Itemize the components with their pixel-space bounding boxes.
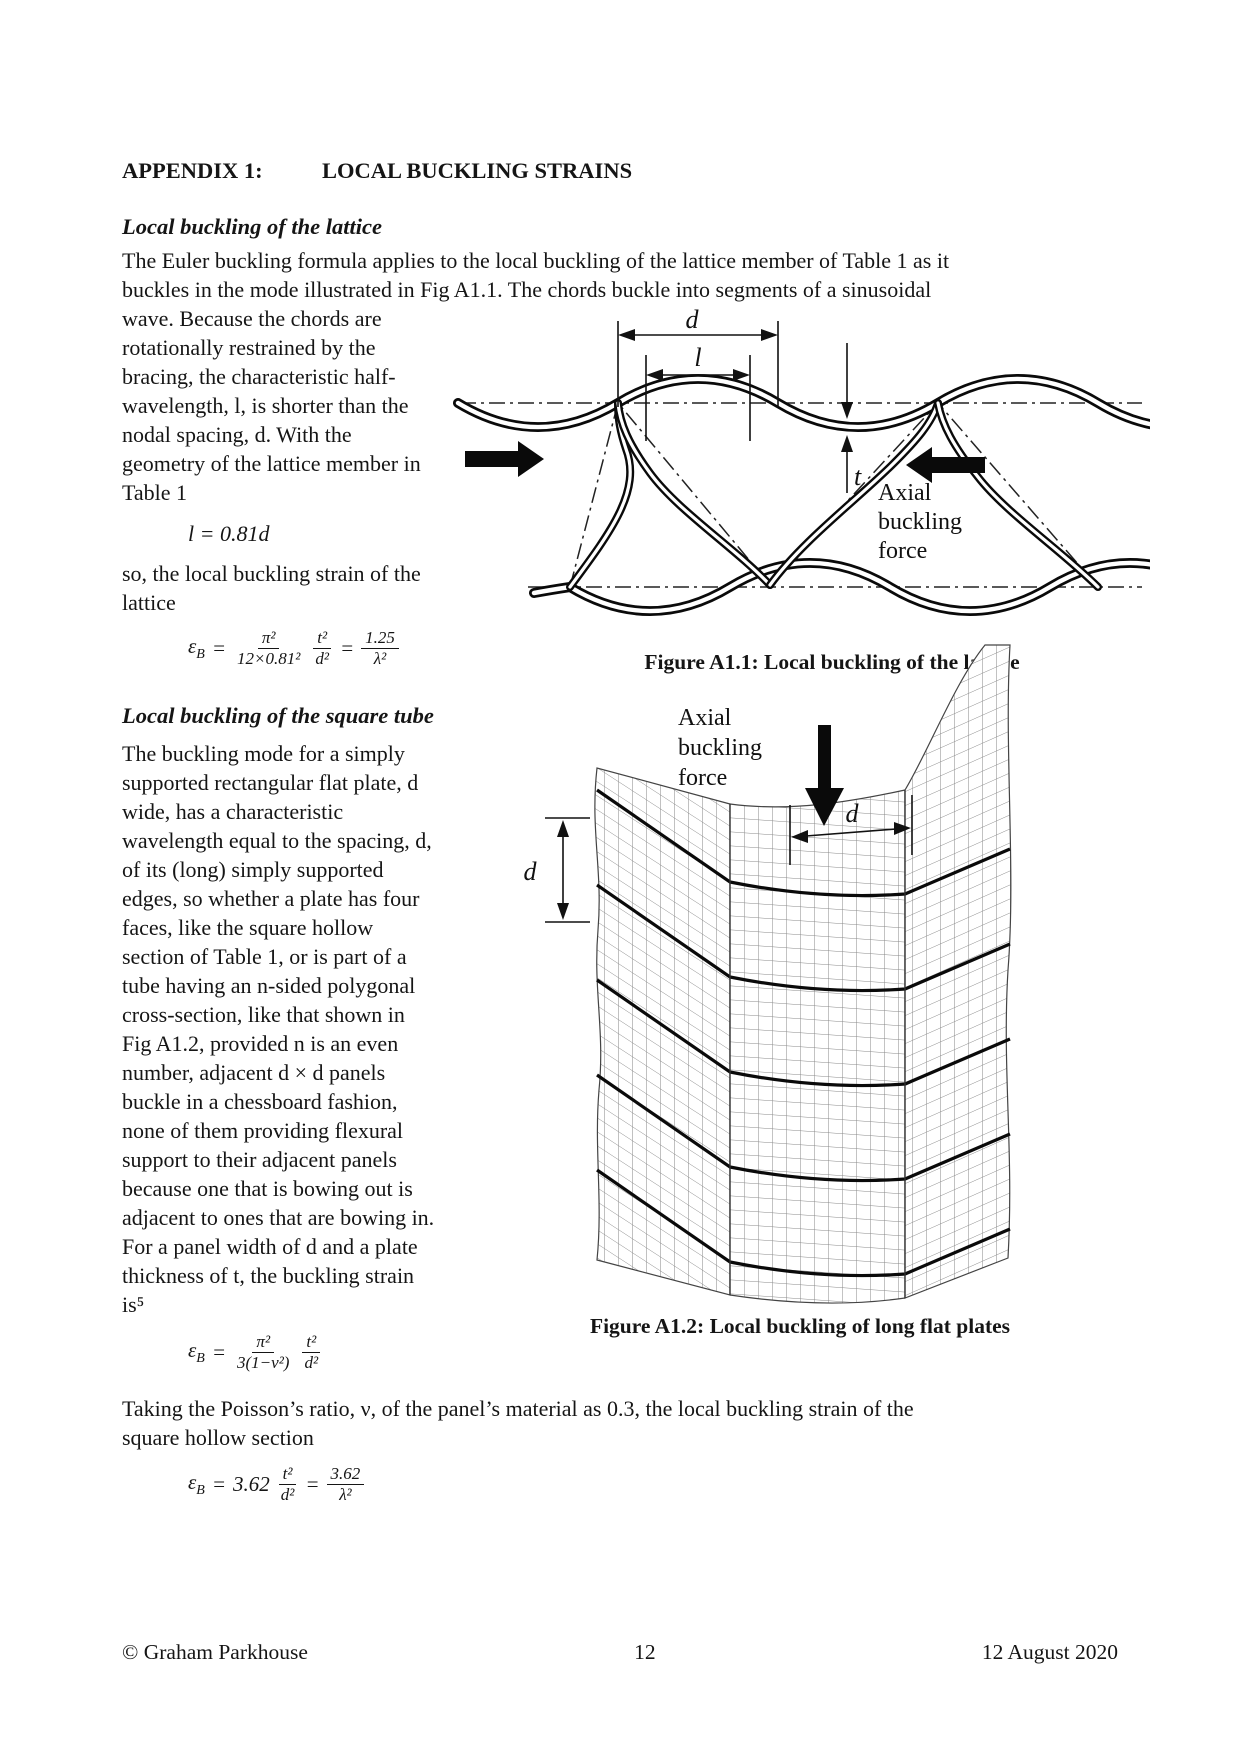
appendix-number: APPENDIX 1: — [122, 158, 263, 183]
body-line: Table 1 — [122, 480, 188, 505]
arrowhead — [646, 369, 663, 381]
axial-force-label-line: Axial — [678, 705, 732, 731]
body-line: section of Table 1, or is part of a — [122, 944, 407, 969]
figure-a1-2-drawing — [450, 630, 1050, 1330]
footer-page-number: 12 — [634, 1640, 656, 1664]
dimension-label-d: d — [523, 857, 537, 886]
axial-force-label-line: force — [678, 765, 728, 791]
epsilon-symbol: $\varepsilon_B$ — [188, 633, 205, 663]
figure-a1-1-drawing — [450, 295, 1150, 640]
body-line: of its (long) simply supported — [122, 857, 384, 882]
page-footer — [122, 1640, 1118, 1665]
axial-force-label-line: buckling — [878, 509, 962, 535]
section-heading-lattice: Local buckling of the lattice — [122, 214, 382, 239]
body-line: bracing, the characteristic half- — [122, 364, 396, 389]
body-line: nodal spacing, d. With the — [122, 422, 352, 447]
body-line: geometry of the lattice member in — [122, 451, 421, 476]
body-line: rotationally restrained by the — [122, 335, 376, 360]
epsilon-symbol: $\varepsilon_B$ — [188, 1469, 205, 1499]
arrowhead — [557, 820, 569, 837]
equation-plate-strain — [188, 1332, 322, 1373]
body-line: buckle in a chessboard fashion, — [122, 1089, 398, 1114]
fraction: $\frac{1.25}{\text{λ²}}$ — [361, 628, 399, 669]
body-line: none of them providing flexural — [122, 1118, 404, 1143]
tube-right-face-mesh — [905, 645, 1011, 1298]
arrowhead — [557, 903, 569, 920]
dimension-label-l: l — [694, 343, 702, 372]
fraction: $\frac{3.62}{\text{λ²}}$ — [327, 1464, 365, 1505]
body-line: support to their adjacent panels — [122, 1147, 397, 1172]
fraction: $\frac{\text{t²}}{\text{d²}}$ — [277, 1464, 299, 1505]
equals-sign: = — [211, 1340, 227, 1365]
equation-shs-strain — [188, 1464, 364, 1505]
arrowhead — [618, 329, 635, 341]
figure-a1-2-caption: Figure A1.2: Local buckling of long flat plates — [589, 1314, 1011, 1338]
body-line: buckles in the mode illustrated in Fig A1.1. The chords buckle into segments of a sinusoidal — [122, 277, 932, 302]
body-line: wavelength equal to the spacing, d, — [122, 828, 432, 853]
footer-copyright: © Graham Parkhouse — [122, 1640, 308, 1664]
paragraph-square-tube — [122, 739, 434, 1319]
dimension-label-d: d — [685, 305, 699, 334]
body-line: lattice — [122, 590, 176, 615]
body-line: Taking the Poisson’s ratio, ν, of the panel’s material as 0.3, the local buckling strain of the — [122, 1396, 914, 1421]
footer-date: 12 August 2020 — [981, 1640, 1118, 1664]
axial-force-label-line: buckling — [678, 735, 762, 761]
figure-a1-1-caption: Figure A1.1: Local buckling of the lattice — [644, 650, 1020, 674]
dimension-label-d: d — [845, 799, 859, 828]
coefficient: 3.62 — [233, 1472, 270, 1497]
paragraph-lattice-narrow — [122, 304, 421, 507]
appendix-title-wrap — [322, 158, 632, 184]
body-line: adjacent to ones that are bowing in. — [122, 1205, 435, 1230]
body-line: so, the local buckling strain of the — [122, 561, 421, 586]
epsilon-symbol: $\varepsilon_B$ — [188, 1337, 205, 1367]
axial-force-label-line: Axial — [878, 480, 932, 506]
body-line: thickness of t, the buckling strain — [122, 1263, 415, 1288]
body-line: wide, has a characteristic — [122, 799, 344, 824]
arrowhead — [841, 435, 853, 452]
arrowhead — [841, 402, 853, 419]
body-line: edges, so whether a plate has four — [122, 886, 420, 911]
body-line: is⁵ — [122, 1292, 145, 1317]
axial-force-arrow-left — [465, 441, 544, 477]
body-line: cross-section, like that shown in — [122, 1002, 405, 1027]
body-line: tube having an n-sided polygonal — [122, 973, 416, 998]
equals-sign: = — [211, 636, 227, 661]
fraction: $\frac{\text{π²}}{\text{12×0.81²}}$ — [237, 628, 301, 669]
paragraph-lattice-cont — [122, 559, 421, 617]
equals-sign: = — [211, 1472, 227, 1497]
axial-force-arrow-shaft — [818, 725, 831, 788]
tube-middle-face-mesh — [730, 790, 905, 1303]
body-line: square hollow section — [122, 1425, 314, 1450]
body-line: number, adjacent d × d panels — [122, 1060, 386, 1085]
body-line: wave. Because the chords are — [122, 306, 382, 331]
figure-a1-1 — [450, 295, 1150, 640]
dimension-label-t: t — [854, 462, 862, 491]
figure-a1-2 — [450, 630, 1050, 1330]
fraction: $\frac{\text{t²}}{\text{d²}}$ — [300, 1332, 322, 1373]
body-line: The Euler buckling formula applies to the local buckling of the lattice member of Table 1 as it — [122, 248, 950, 273]
fraction: $\frac{\text{π²}}{\text{3(1−ν²)}}$ — [237, 1332, 290, 1373]
arrowhead — [761, 329, 778, 341]
body-line: faces, like the square hollow — [122, 915, 374, 940]
appendix-heading — [122, 158, 263, 184]
equals-sign: = — [305, 1472, 320, 1497]
body-line: Fig A1.2, provided n is an even — [122, 1031, 399, 1056]
body-line: supported rectangular flat plate, d — [122, 770, 419, 795]
fraction: $\frac{\text{t²}}{\text{d²}}$ — [311, 628, 333, 669]
body-line: For a panel width of d and a plate — [122, 1234, 418, 1259]
axial-force-label-line: force — [878, 538, 928, 564]
equation-lattice-strain — [188, 628, 399, 669]
centerline-bracing — [570, 403, 1098, 587]
appendix-title: LOCAL BUCKLING STRAINS — [322, 158, 633, 183]
body-line: because one that is bowing out is — [122, 1176, 413, 1201]
section-heading-square-tube: Local buckling of the square tube — [122, 703, 434, 728]
equals-sign: = — [339, 636, 355, 661]
body-line: wavelength, l, is shorter than the — [122, 393, 409, 418]
axial-force-arrow-right — [906, 447, 985, 483]
equation-halfwave: l = 0.81d — [188, 521, 270, 546]
body-line: The buckling mode for a simply — [122, 741, 405, 766]
paragraph-poissons-ratio — [122, 1394, 914, 1452]
arrowhead — [733, 369, 750, 381]
